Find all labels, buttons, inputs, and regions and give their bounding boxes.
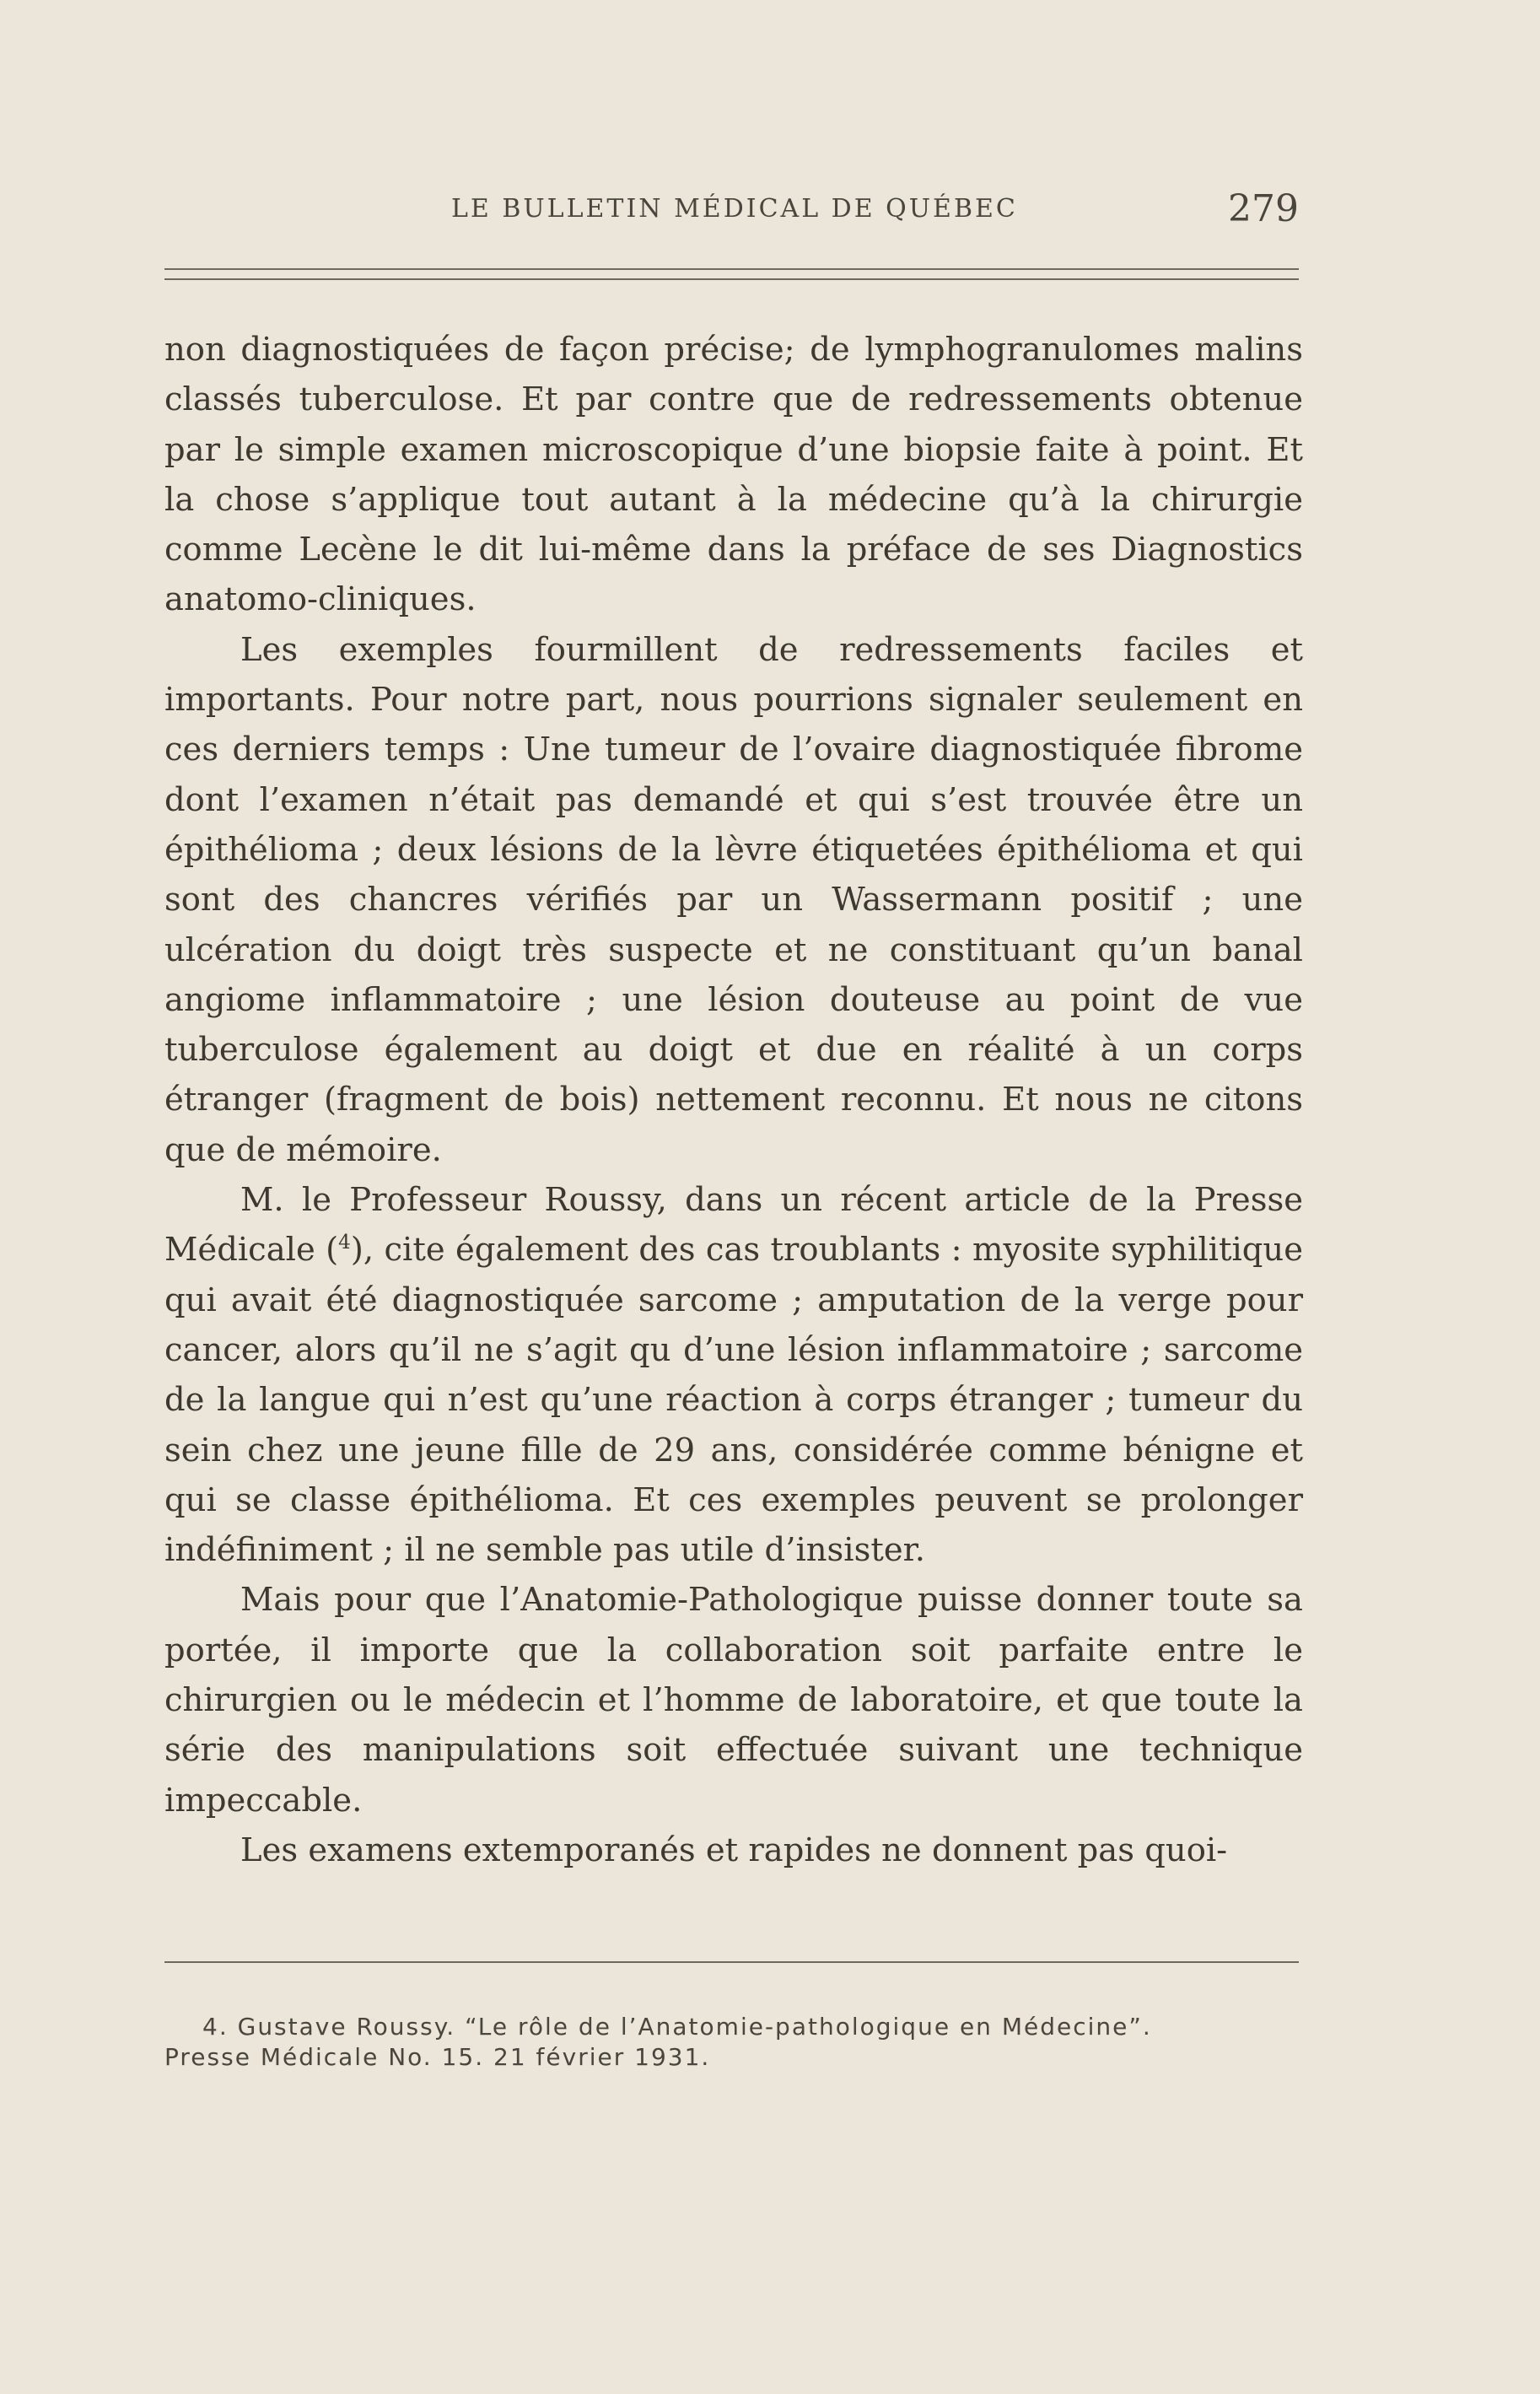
paragraph-4: Mais pour que l’Anatomie-Pathologique puisse donner toute sa portée, il importe que la collaboration soit parfaite entre le chirurgien ou le médecin et l’homme de laboratoire, et que toute la série des manipulations soit effectuée suivant une technique impeccable.	[164, 1581, 1303, 1820]
paragraph-1: non diagnostiquées de façon précise; de lymphogranulomes malins classés tuberculose. Et par contre que de redressements obtenue par le simple examen microscopique d’une biopsie faite à point. Et la chose s’applique tout autant à la médecine qu’à la chirurgie comme Lecène le dit lui-même dans la préface de ses Diagnostics anatomo-cliniques.	[164, 331, 1303, 619]
paragraph-2: Les exemples fourmillent de redressements faciles et importants. Pour notre part, nous pourrions signaler seulement en ces derniers temps : Une tumeur de l’ovaire diagnostiquée fibrome dont l’examen n’était pas demandé et qui s’est trouvée être un épithélioma ; deux lésions de la lèvre étiquetées épithélioma et qui sont des chancres vérifiés par un Wassermann positif ; une ulcération du doigt très suspecte et ne constituant qu’un banal angiome inflammatoire ; une lésion douteuse au point de vue tuberculose également au doigt et due en réalité à un corps étranger (fragment de bois) nettement reconnu. Et nous ne citons que de mémoire.	[164, 630, 1303, 1169]
page-number: 279	[1228, 187, 1299, 230]
paragraph-3	[164, 1175, 1303, 1575]
footnote-line-2: Presse Médicale No. 15. 21 février 1931.	[164, 2043, 711, 2071]
paragraph-3-start: M. le Professeur Roussy, dans un récent article de la Presse Médicale (	[164, 1181, 1303, 1270]
footnote-reference: 4	[338, 1232, 351, 1254]
paragraph-5: Les examens extemporanés et rapides ne donnent pas quoi-	[240, 1831, 1228, 1869]
paragraph-3-end: ), cite également des cas troublants : myosite syphilitique qui avait été diagnostiquée sarcome ; amputation de la verge pour cancer, alors qu’il ne s’agit qu d’une lésion inflammatoire ; sarcome de la langue qui n’est qu’une réaction à corps étranger ; tumeur du sein chez une jeune fille de 29 ans, considérée comme bénigne et qui se classe épithélioma. Et ces exemples peuvent se prolonger indéfiniment ; il ne semble pas utile d’insister.	[164, 1231, 1303, 1570]
header-double-rule	[164, 268, 1299, 280]
footnote	[164, 2012, 1316, 2073]
journal-title: LE BULLETIN MÉDICAL DE QUÉBEC	[451, 194, 1018, 224]
body-text	[164, 325, 1303, 1875]
footnote-rule	[164, 1961, 1299, 1963]
footnote-line-1: 4. Gustave Roussy. “Le rôle de l’Anatomie-pathologique en Médecine”.	[202, 2013, 1152, 2041]
running-header	[164, 187, 1299, 238]
